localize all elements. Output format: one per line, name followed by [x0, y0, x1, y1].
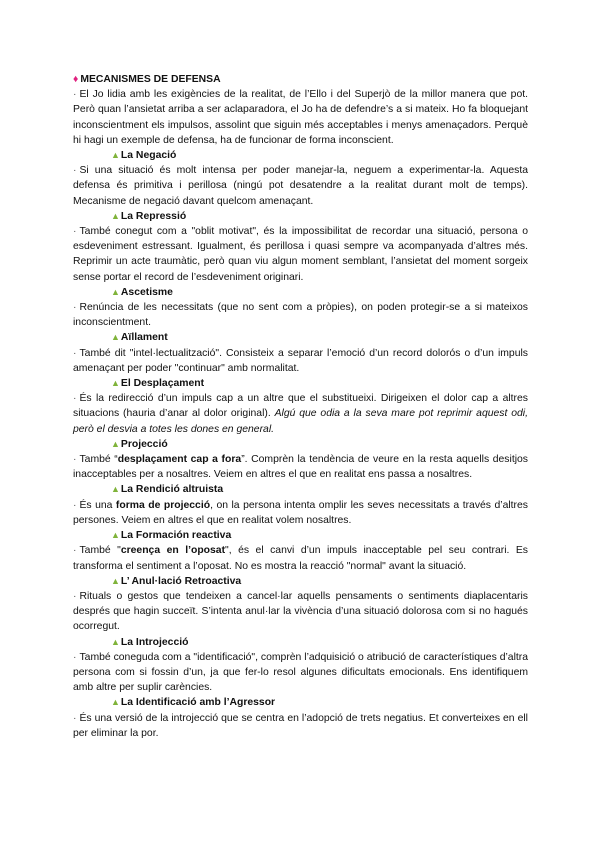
section-heading — [111, 482, 528, 497]
section-text: És una versió de la introjecció que se centra en l’adopció de trets negatius. Et converteixes en ell per eliminar la por. — [73, 712, 528, 739]
section-heading-text: La Negació — [120, 150, 177, 162]
section-text-end: , on la persona intenta omplir les seves necessitats a través d’altres persones. Veiem en altres el que en realitat volem nosaltres. — [73, 499, 528, 526]
bullet-marker: · — [73, 89, 77, 101]
section-text: És la redirecció d’un impuls cap a un altre que el substitueixi. Dirigeixen el dolor cap a altres situacions (hauria d’anar al dolor original). — [73, 393, 528, 420]
section-paragraph — [73, 163, 528, 209]
section-heading — [111, 330, 528, 345]
section-heading — [111, 285, 528, 300]
document-body — [73, 72, 528, 741]
section-heading-text: L’ Anul·lació Retroactiva — [120, 575, 242, 587]
sections-list — [73, 148, 528, 741]
triangle-icon: ▲ — [111, 210, 120, 221]
triangle-icon: ▲ — [111, 636, 120, 647]
section-heading-text: La Formación reactiva — [120, 530, 232, 542]
bullet-marker: · — [73, 651, 77, 663]
section-text: Rituals o gestos que tendeixen a cancel·lar aquells pensaments o sentiments diaplacentaris després que hagin succeït. S’intenta anul·lar la vivència d’una situació dolorosa com si no hagués ocorregut. — [73, 590, 528, 633]
bullet-marker: · — [73, 499, 77, 511]
triangle-icon: ▲ — [111, 286, 120, 297]
section-text-end: ”. Comprèn la tendència de veure en la resta aquells desitjos inacceptables per a nosaltres. Veiem en altres el que en realitat ens passa a nosaltres. — [73, 454, 528, 481]
section-paragraph — [73, 224, 528, 285]
bullet-marker: · — [73, 712, 77, 724]
triangle-icon: ▲ — [111, 332, 120, 343]
section-paragraph — [73, 300, 528, 330]
bullet-marker: · — [73, 165, 77, 177]
section-heading — [111, 437, 528, 452]
bullet-marker: · — [73, 545, 77, 557]
document-title — [73, 72, 528, 87]
section-key-term: desplaçament cap a fora — [117, 454, 242, 466]
section-heading-text: La Identificació amb l’Agressor — [120, 697, 276, 709]
section-paragraph — [73, 391, 528, 437]
section-text-end: ", és el canvi d’un impuls inacceptable pel seu contrari. Es transforma el sentiment a l’oposat. No es mostra la reacció "normal" avant la situació. — [73, 545, 528, 572]
section-text: També coneguda com a "identificació", comprèn l’adquisició o atribució de característiques d’altra persona com si fossin d’un, ja que fer-lo resol algunes dificultats emocionals. Ens identifiquem amb altre per suplir carències. — [73, 651, 528, 694]
section-heading — [111, 209, 528, 224]
section-heading — [111, 528, 528, 543]
section-paragraph — [73, 346, 528, 376]
section-paragraph — [73, 589, 528, 635]
section-text: També dit "intel·lectualització". Consisteix a separar l’emoció d’un record dolorós o d’un impuls amenaçant per poder "continuar" amb normalitat. — [73, 347, 528, 374]
diamond-icon: ♦ — [73, 74, 79, 85]
section-heading-text: Ascetisme — [120, 286, 173, 298]
section-heading-text: El Desplaçament — [120, 378, 205, 390]
triangle-icon: ▲ — [111, 378, 120, 389]
triangle-icon: ▲ — [111, 484, 120, 495]
section-paragraph — [73, 452, 528, 482]
section-paragraph — [73, 543, 528, 573]
triangle-icon: ▲ — [111, 697, 120, 708]
bullet-marker: · — [73, 226, 77, 238]
section-text-start: També " — [79, 545, 121, 557]
triangle-icon: ▲ — [111, 438, 120, 449]
section-text-start: També “ — [79, 454, 118, 466]
triangle-icon: ▲ — [111, 575, 120, 586]
bullet-marker: · — [73, 302, 77, 314]
section-paragraph — [73, 498, 528, 528]
title-text: MECANISMES DE DEFENSA — [80, 74, 221, 85]
section-heading — [111, 148, 528, 163]
intro-text: El Jo lidia amb les exigències de la realitat, de l’Ello i del Superjò de la millor manera que pot. Però quan l’ansietat arriba a ser aclaparadora, el Jo ha de defendre’s a si mateix. Ho fa bloquejant inconscientment els impulsos, assolint que siguin més acceptables i menys amenaçadors. Perquè hi hagi un exemple de defensa, ha de funcionar de forma inconscient. — [73, 89, 528, 146]
bullet-marker: · — [73, 454, 77, 466]
section-key-term: creença en l’oposat — [120, 545, 226, 557]
section-heading — [111, 695, 528, 710]
section-key-term: forma de projecció — [115, 499, 211, 511]
section-example: Algú que odia a la seva mare pot reprimir aquest odi, però el desvia a totes les dones en general. — [73, 408, 528, 435]
bullet-marker: · — [73, 590, 77, 602]
section-paragraph — [73, 650, 528, 696]
section-heading-text: La Rendició altruista — [120, 484, 224, 496]
section-heading-text: Projecció — [120, 438, 168, 450]
section-text-start: És una — [79, 499, 116, 511]
section-text: Si una situació és molt intensa per poder manejar-la, neguem a experimentar-la. Aquesta defensa és primitiva i perillosa (ningú pot desatendre a la realitat durant molt de temps). Mecanisme de negació davant quelcom amenaçant. — [73, 165, 528, 207]
section-heading-text: La Introjecció — [120, 636, 189, 648]
triangle-icon: ▲ — [111, 530, 120, 541]
section-paragraph — [73, 711, 528, 741]
section-heading-text: Aïllament — [120, 332, 168, 344]
section-heading — [111, 635, 528, 650]
section-heading-text: La Repressió — [120, 210, 187, 222]
section-heading — [111, 574, 528, 589]
section-text: També conegut com a "oblit motivat", és la impossibilitat de recordar una situació, persona o esdeveniment estressant. Igualment, és perillosa i quasi sempre va acompanyada d’altres més. Reprimir un acte traumàtic, però quan viu algun moment semblant, l’ansietat del moment sorgeix sense portar el record de l’esdeveniment originari. — [73, 226, 528, 283]
section-text: Renúncia de les necessitats (que no sent com a pròpies), on poden protegir-se a si mateixos inconscientment. — [73, 302, 528, 329]
bullet-marker: · — [73, 347, 77, 359]
intro-paragraph — [73, 87, 528, 148]
triangle-icon: ▲ — [111, 150, 120, 161]
section-heading — [111, 376, 528, 391]
bullet-marker: · — [73, 393, 77, 405]
